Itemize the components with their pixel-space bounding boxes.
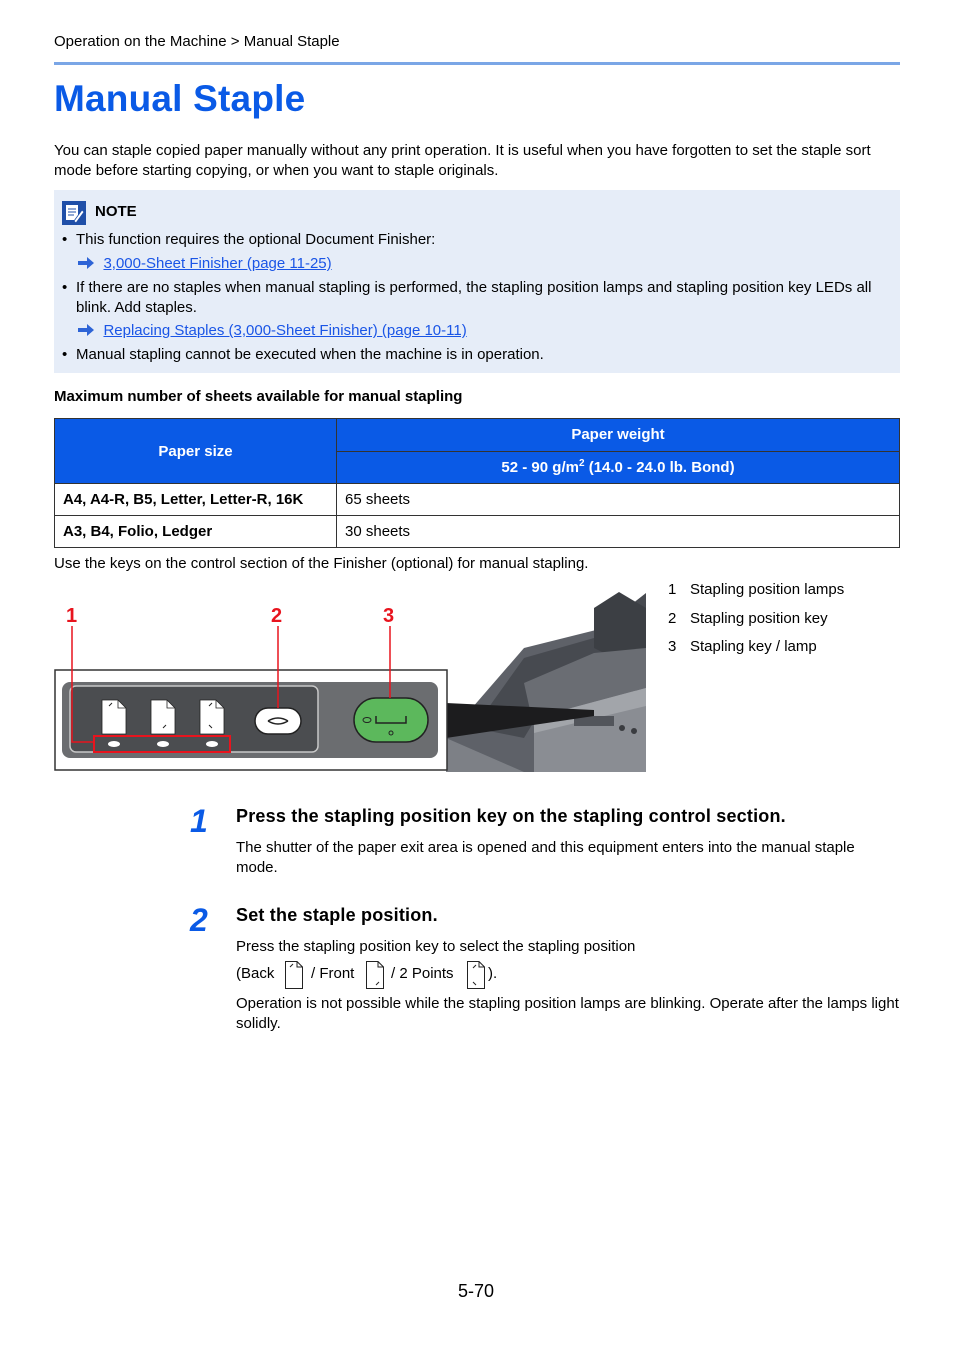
- paper-size-cell: A3, B4, Folio, Ledger: [55, 516, 337, 548]
- col-paper-size-header: Paper size: [55, 419, 337, 484]
- figure-legend-item: 2 Stapling position key: [668, 610, 828, 627]
- step-heading: Set the staple position.: [236, 905, 438, 925]
- sheets-cell: 65 sheets: [337, 484, 900, 516]
- note-bullet-text: Manual stapling cannot be executed when the machine is in operation.: [76, 346, 544, 363]
- staple-2-points-icon: [466, 960, 486, 990]
- note-pen-icon: [62, 201, 86, 225]
- arrow-right-icon: [78, 324, 94, 336]
- page-title: Manual Staple: [54, 78, 306, 119]
- use-keys-text: Use the keys on the control section of the Finisher (optional) for manual stapling.: [54, 555, 589, 572]
- callout-1: 1: [66, 605, 78, 627]
- sheets-cell: 30 sheets: [337, 516, 900, 548]
- breadcrumb: Operation on the Machine > Manual Staple: [54, 33, 340, 50]
- callout-3: 3: [383, 605, 395, 627]
- step-number: 1: [190, 803, 208, 839]
- header-rule: [54, 62, 900, 65]
- figure-legend-item: 3 Stapling key / lamp: [668, 638, 817, 655]
- step-body: Press the stapling position key to select the stapling position: [236, 938, 636, 955]
- col-paper-weight-header: Paper weight: [337, 419, 900, 452]
- finisher-link[interactable]: 3,000-Sheet Finisher (page 11-25): [103, 255, 332, 272]
- arrow-right-icon: [78, 257, 94, 269]
- note-heading: NOTE: [95, 203, 137, 220]
- step-heading: Press the stapling position key on the stapling control section.: [236, 806, 786, 826]
- note-bullet-text: This function requires the optional Document Finisher:: [76, 231, 436, 248]
- paper-size-cell: A4, A4-R, B5, Letter, Letter-R, 16K: [55, 484, 337, 516]
- callout-2: 2: [271, 605, 283, 627]
- note-link-row: [78, 322, 467, 340]
- table-row: [55, 484, 900, 516]
- finisher-control-figure: [54, 588, 646, 774]
- note-link-row: [78, 255, 332, 273]
- intro-paragraph: You can staple copied paper manually without any print operation. It is useful when you have forgotten to set the staple sort mode before starting copying, or when you want to staple originals.: [54, 142, 871, 179]
- step-number: 2: [190, 902, 208, 938]
- control-panel-illustration: [54, 588, 646, 774]
- paper-weight-range: 52 - 90 $g/m^2$ (14.0 - 24.0 lb. Bond): [337, 451, 900, 484]
- replacing-staples-link[interactable]: Replacing Staples (3,000-Sheet Finisher) (page 10-11): [103, 322, 467, 339]
- finisher-unit-illustration: [446, 592, 646, 772]
- sheets-table: [54, 418, 900, 548]
- note-bullet-text: If there are no staples when manual stapling is performed, the stapling position lamps and stapling position key LEDs all blink. Add staples.: [76, 279, 872, 316]
- step-body: The shutter of the paper exit area is opened and this equipment enters into the manual staple mode.: [236, 839, 855, 876]
- note-box: NOTE • This function requires the optional Document Finisher: 3,000-Sheet Finisher (page 11-25) • If there are no staples when manual stapling is performed, the stapling position lamps and stapling position key LEDs all blink. Add staples. Replacing Staples (3,000-Sheet Finisher) (page 10-11) • Manual stapling cannot be executed when the machine is in operation.: [54, 190, 900, 373]
- staple-front-icon: [365, 960, 385, 990]
- table-caption: Maximum number of sheets available for manual stapling: [54, 388, 463, 405]
- figure-legend-item: 1 Stapling position lamps: [668, 581, 845, 598]
- table-row: [55, 516, 900, 548]
- step-body: Operation is not possible while the stapling position lamps are blinking. Operate after the lamps light solidly.: [236, 995, 899, 1032]
- staple-back-icon: [284, 960, 304, 990]
- page-number: 5-70: [458, 1281, 495, 1301]
